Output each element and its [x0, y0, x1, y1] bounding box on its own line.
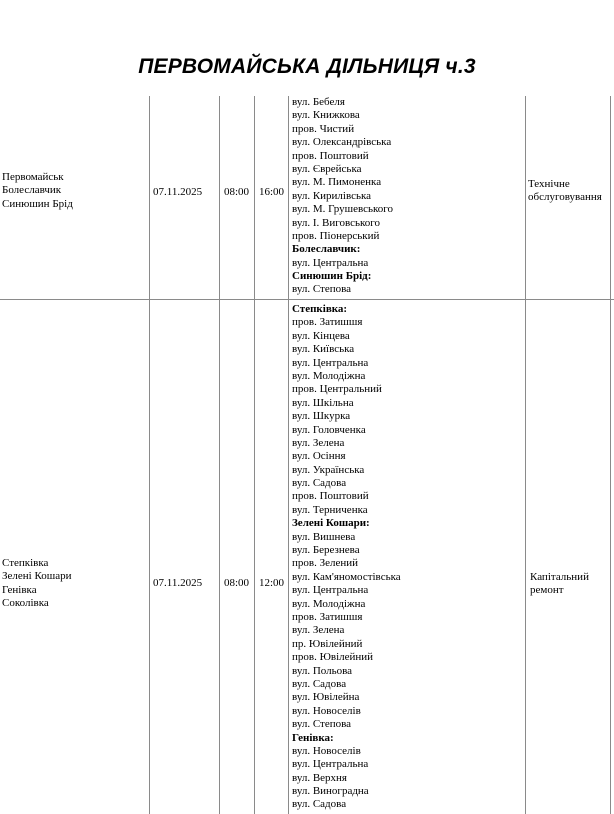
street-item: пров. Затишшя — [292, 610, 363, 623]
street-item: пров. Поштовий — [292, 490, 369, 503]
street-item: вул. Польова — [292, 664, 353, 677]
column-divider — [254, 96, 255, 814]
street-item: пров. Ювілейний — [292, 651, 374, 664]
street-item: вул. Молодіжна — [292, 597, 366, 610]
street-item: вул. Зелена — [292, 436, 345, 449]
street-item: вул. Виноградна — [292, 785, 369, 798]
street-item: пров. Затишшя — [292, 316, 363, 329]
street-item: вул. Новоселів — [292, 744, 361, 757]
street-item: пров. Поштовий — [292, 149, 369, 162]
street-item: пров. Центральний — [292, 383, 382, 396]
street-item: вул. Степова — [292, 718, 352, 731]
column-divider — [149, 96, 150, 814]
row-divider — [0, 299, 614, 300]
street-item: пров. Чистий — [292, 122, 355, 135]
reason-line: ремонт — [530, 584, 564, 597]
street-item: вул. Ювілейна — [292, 691, 360, 704]
street-item: вул. Шкільна — [292, 396, 354, 409]
settlements-cell — [2, 557, 72, 611]
street-item: вул. Олександрівська — [292, 136, 392, 149]
settlement: Болеславчик — [2, 184, 62, 197]
street-item: вул. М. Грушевського — [292, 203, 394, 216]
reason-line: Технічне — [528, 178, 570, 190]
page-title: ПЕРВОМАЙСЬКА ДІЛЬНИЦЯ ч.3 — [138, 55, 476, 78]
street-item: вул. Кам'яномостівська — [292, 570, 401, 583]
settlement: Зелені Кошари — [2, 570, 72, 583]
street-item: пр. Ювілейний — [292, 637, 363, 650]
time-from-cell: 08:00 — [224, 186, 250, 198]
settlement-heading: Степківка: — [292, 303, 348, 315]
column-divider — [610, 96, 611, 814]
street-item: вул. Київська — [292, 343, 355, 356]
street-item: пров. Зелений — [292, 557, 359, 570]
column-divider — [525, 96, 526, 814]
street-item: вул. І. Виговського — [292, 216, 380, 229]
street-item: вул. М. Пимоненка — [292, 176, 382, 189]
street-item: вул. Українська — [292, 463, 365, 476]
time-to-cell: 16:00 — [259, 186, 285, 198]
street-item: вул. Молодіжна — [292, 369, 366, 382]
street-item: вул. Вишнева — [292, 530, 356, 543]
settlement: Генівка — [2, 583, 37, 596]
reason-line: обслуговування — [528, 191, 602, 204]
settlement-heading: Генівка: — [292, 731, 334, 744]
date-cell: 07.11.2025 — [153, 186, 203, 198]
street-item: вул. Новоселів — [292, 704, 361, 717]
street-item: вул. Центральна — [292, 356, 369, 369]
street-item: вул. Садова — [292, 798, 347, 811]
street-item: вул. Кінцева — [292, 329, 350, 342]
street-item: вул. Центральна — [292, 584, 369, 597]
settlement-heading: Зелені Кошари: — [292, 517, 370, 530]
date-cell: 07.11.2025 — [153, 577, 203, 589]
street-item: вул. Книжкова — [292, 109, 360, 122]
street-item: вул. Садова — [292, 477, 347, 490]
reason-cell — [530, 571, 589, 598]
settlement: Степківка — [2, 557, 49, 569]
column-divider — [219, 96, 220, 814]
reason-line: Капітальний — [530, 571, 589, 583]
street-item: вул. Зелена — [292, 624, 345, 637]
street-item: вул. Бебеля — [292, 96, 345, 108]
street-item: вул. Березнева — [292, 544, 360, 557]
reason-cell — [528, 178, 602, 205]
street-item: вул. Садова — [292, 677, 347, 690]
settlement-heading: Болеславчик: — [292, 243, 361, 256]
streets-cell — [292, 96, 393, 297]
street-item: пров. Піонерський — [292, 229, 380, 242]
street-item: вул. Степова — [292, 283, 352, 296]
street-item: вул. Осіння — [292, 450, 346, 463]
street-item: вул. Верхня — [292, 771, 347, 784]
settlements-cell — [2, 171, 73, 211]
time-from-cell: 08:00 — [224, 577, 250, 589]
street-item: вул. Центральна — [292, 256, 369, 269]
street-item: вул. Терниченка — [292, 503, 368, 516]
street-item: вул. Шкурка — [292, 410, 351, 423]
street-item: вул. Головченка — [292, 423, 366, 436]
street-item: вул. Центральна — [292, 758, 369, 771]
time-to-cell: 12:00 — [259, 577, 285, 589]
streets-cell — [292, 303, 401, 812]
column-divider — [288, 96, 289, 814]
settlement: Соколівка — [2, 597, 49, 610]
settlement: Синюшин Брід — [2, 197, 73, 210]
street-item: вул. Єврейська — [292, 162, 362, 175]
settlement: Первомайськ — [2, 171, 64, 183]
settlement-heading: Синюшин Брід: — [292, 270, 372, 283]
street-item: вул. Кирилівська — [292, 189, 372, 202]
